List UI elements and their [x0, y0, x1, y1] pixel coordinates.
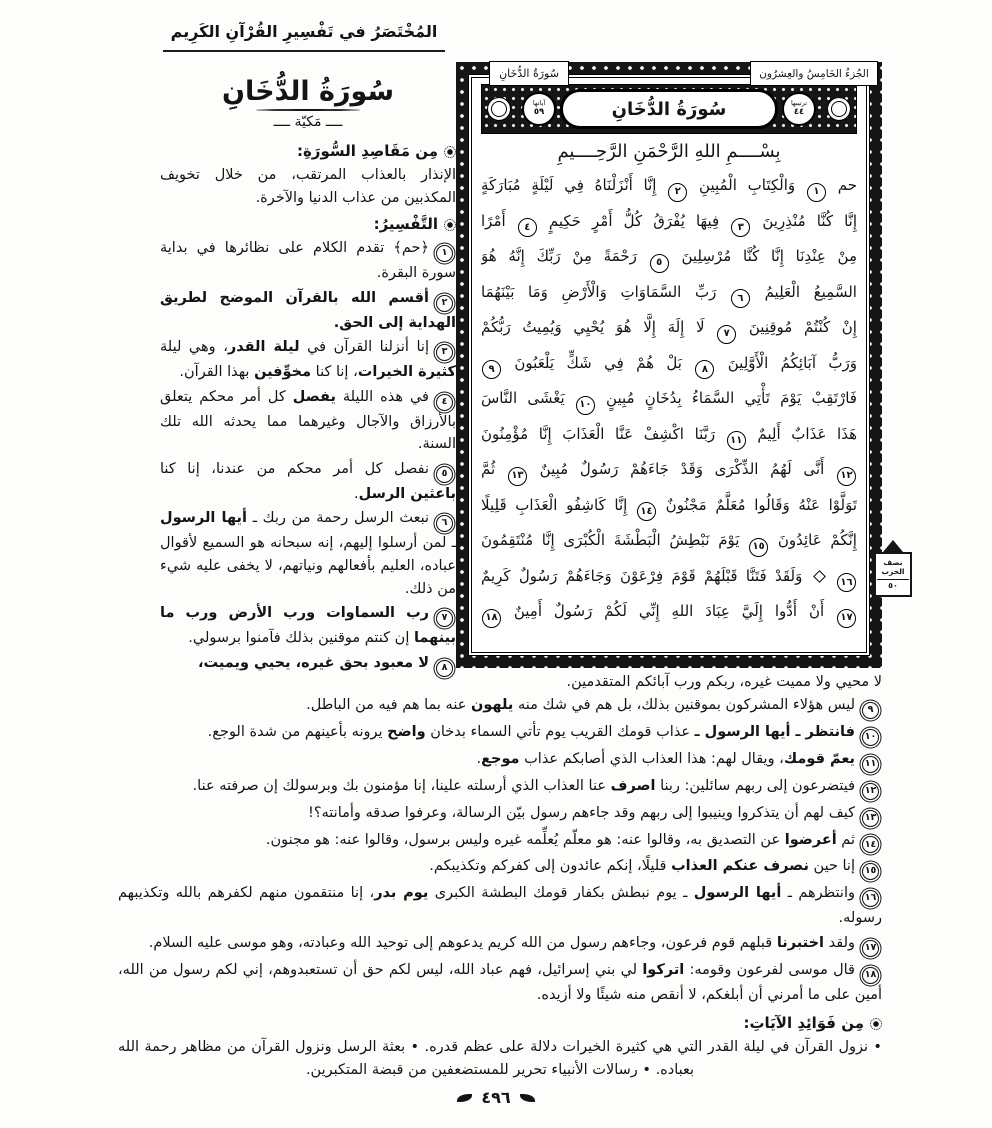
quran-line	[481, 523, 857, 559]
frame-border	[468, 74, 870, 656]
tafsir-item	[160, 458, 456, 506]
verse-number-badge: ٩	[862, 702, 879, 719]
quran-line	[481, 204, 857, 240]
tafsir-item	[160, 237, 456, 285]
quran-text: يَوْمَ نَبْطِشُ الْبَطْشَةَ الْكُبْرَى إِنَّا مُنْتَقِمُونَ	[481, 531, 740, 549]
ayah-number-badge: ٨	[695, 360, 714, 379]
tafsir-item	[118, 829, 882, 854]
rosette-icon	[870, 1018, 882, 1030]
frame-tab-surah: سُورَةُ الدُّخَانِ	[489, 61, 569, 86]
mushaf-page	[471, 77, 867, 653]
benefits-heading	[118, 1014, 882, 1032]
ayah-number-badge: ١٨	[482, 609, 501, 628]
verse-number-badge: ٤	[436, 394, 453, 411]
flourish-icon	[457, 1094, 472, 1102]
quran-line	[481, 239, 857, 275]
ayah-number-badge: ٧	[717, 325, 736, 344]
ayat-count-medallion	[522, 92, 556, 126]
tafsir-items	[160, 237, 456, 676]
tafsir-item-text: نبعث الرسل رحمة من ربك ـ أيها الرسول ـ لمن أرسلوا إليهم، إنه سبحانه هو السميع لأقوال عباده، العليم بأفعالهم ونياتهم، لا يخفى عليه شيء من ذلك.	[160, 510, 456, 597]
verse-number-badge: ٣	[436, 344, 453, 361]
ayat-count-value: ٥٩	[533, 106, 545, 117]
surah-order-value: ٤٤	[793, 106, 805, 117]
verse-number-badge: ٧	[436, 610, 453, 627]
tafsir-item	[160, 602, 456, 650]
quran-line	[481, 488, 857, 524]
verse-number-badge: ١٥	[862, 863, 879, 880]
quran-text: بَلْ هُمْ فِي شَكٍّ يَلْعَبُونَ	[514, 353, 682, 372]
quran-text: لَا إِلَهَ إِلَّا هُوَ يُحْيِي وَيُمِيتُ رَبُّكُمْ	[481, 318, 705, 336]
purposes-text: الإنذار بالعذاب المرتقب، من خلال تخويف المكذبين من عذاب الدنيا والآخرة.	[160, 167, 456, 206]
verse-number-badge: ١٣	[862, 810, 879, 827]
quran-line	[481, 346, 857, 382]
tafsir-item-text: فيتضرعون إلى ربهم سائلين: ربنا اصرف عنا العذاب الذي أرسلته علينا، إنا مؤمنون بك وبرسولك إن صرفته عنا.	[192, 777, 855, 794]
tafsir-item-text: أقسم الله بالقرآن الموضح لطريق الهداية إلى الحق.	[160, 289, 456, 331]
quran-text: مِنْ عِنْدِنَا إِنَّا كُنَّا مُرْسِلِينَ	[681, 247, 857, 265]
tafsir-item-text: فانتظر ـ أيها الرسول ـ عذاب قومك القريب يوم تأتي السماء بدخان واضح يرونه بأعينهم من شدة الوجع.	[207, 723, 855, 740]
verse-number-badge: ١١	[862, 756, 879, 773]
tafsir-item-text: ﴿حم﴾ تقدم الكلام على نظائرها في بداية سورة البقرة.	[160, 240, 456, 282]
quran-text: وَلَقَدْ فَتَنَّا قَبْلَهُمْ قَوْمَ فِرْعَوْنَ وَجَاءَهُمْ رَسُولٌ كَرِيمٌ	[481, 566, 803, 585]
verse-number-badge: ١٠	[862, 729, 879, 746]
verse-number-badge: ١٢	[862, 783, 879, 800]
quran-text: أَنْ أَدُّوا إِلَيَّ عِبَادَ اللهِ إِنِّي لَكُمْ رَسُولٌ أَمِينٌ	[513, 602, 825, 620]
ayah-number-badge: ٢	[668, 183, 687, 202]
tafsir-item	[118, 882, 882, 930]
ayah-number-badge: ٤	[518, 218, 537, 237]
benefits-section	[118, 1008, 882, 1081]
tafsir-item	[118, 721, 882, 746]
quran-text: هَذَا عَذَابٌ أَلِيمٌ	[757, 424, 857, 443]
quran-text: إِنَّكُمْ عَائِدُونَ	[777, 531, 857, 549]
benefits-text: • نزول القرآن في ليلة القدر التي هي كثيرة الخيرات دلالة على عظم قدره. • بعثة الرسل ونزول القرآن من مظاهر رحمة الله بعباده. • رسالات الأنبياء تحرير للمستضعفين من قبضة المتكبرين.	[118, 1039, 882, 1078]
hizb-marker-line2: الحزب	[881, 567, 905, 577]
verse-number-badge: ٢	[436, 295, 453, 312]
purposes-heading-label: مِن مَقَاصِدِ السُّورَةِ:	[296, 142, 438, 160]
quran-text: رَبَّنَا اكْشِفْ عَنَّا الْعَذَابَ إِنَّا مُؤْمِنُونَ	[481, 424, 716, 443]
hizb-marker-line1: نصف	[883, 558, 903, 567]
hizb-marker-number: ٥٠	[877, 579, 909, 591]
ayah-number-badge: ١٥	[749, 538, 768, 557]
quran-text: وَالْكِتَابِ الْمُبِينِ	[699, 176, 796, 194]
quran-text: فَارْتَقِبْ يَوْمَ تَأْتِي السَّمَاءُ بِدُخَانٍ مُبِينٍ	[606, 389, 857, 407]
ayah-number-badge: ١٧	[837, 609, 856, 628]
ayah-number-badge: ١٢	[837, 467, 856, 486]
commentary-column	[160, 76, 456, 679]
tafsir-item	[160, 386, 456, 456]
surah-order-medallion	[782, 92, 816, 126]
banner-rosette-icon	[487, 97, 511, 121]
hizb-dome-icon	[883, 540, 903, 552]
quran-text: أَمْرًا	[481, 211, 506, 230]
quran-text: حم	[837, 176, 857, 194]
quran-text: رَحْمَةً مِنْ رَبِّكَ إِنَّهُ هُوَ	[481, 247, 637, 265]
quran-text: يَغْشَى النَّاسَ	[481, 389, 565, 407]
quran-line	[481, 452, 857, 488]
rosette-icon	[444, 219, 456, 231]
tafsir-item-text: كيف لهم أن يتذكروا وينيبوا إلى ربهم وقد جاءهم رسول بيّن الرسالة، وعرفوا صدقه وأمانته؟!	[308, 804, 855, 821]
ayah-number-badge: ١٠	[576, 396, 595, 415]
tafsir-item	[118, 748, 882, 773]
tafsir-item-text: إنا حين نصرف عنكم العذاب قليلًا، إنكم عائدون إلى كفركم وتكذيبكم.	[429, 858, 855, 875]
tafsir-heading	[160, 215, 456, 233]
bottom-commentary	[118, 671, 882, 1009]
verse-number-badge: ١	[436, 245, 453, 262]
hizb-marker	[874, 540, 912, 597]
tafsir-item-text: لا معبود بحق غيره، يحيي ويميت،	[198, 654, 429, 671]
bottom-items	[118, 694, 882, 1007]
hizb-marker-box	[874, 552, 912, 597]
tafsir-item	[118, 959, 882, 1007]
rosette-icon	[444, 146, 456, 158]
quran-line	[481, 559, 857, 595]
ayat-count-label: آياتها	[532, 99, 546, 108]
ayah-number-badge: ٥	[650, 254, 669, 273]
quran-text: رَبِّ السَّمَاوَاتِ وَالْأَرْضِ وَمَا بَيْنَهُمَا	[481, 282, 717, 301]
tafsir-item-text: يعمّ قومك، ويقال لهم: هذا العذاب الذي أصابكم عذاب موجع.	[476, 750, 855, 767]
banner-rosette-icon	[827, 97, 851, 121]
surah-order-label: ترتيبها	[790, 99, 808, 108]
ayah-number-badge: ١١	[727, 431, 746, 450]
purposes-heading	[160, 142, 456, 160]
surah-banner	[481, 84, 857, 134]
quran-text: تَوَلَّوْا عَنْهُ وَقَالُوا مُعَلَّمٌ مَجْنُونٌ	[665, 495, 857, 514]
mushaf-frame	[456, 62, 882, 668]
verse-number-badge: ١٦	[862, 890, 879, 907]
surah-type: ــــ مَكيّة ــــ	[273, 114, 343, 130]
ayah-number-badge: ١	[807, 183, 826, 202]
verse-number-badge: ١٤	[862, 836, 879, 853]
verse-number-badge: ٥	[436, 466, 453, 483]
tafsir-item	[160, 507, 456, 600]
quran-line	[481, 381, 857, 417]
ayah-number-badge: ١٦	[837, 573, 856, 592]
ayah-number-badge: ٦	[731, 289, 750, 308]
continuation-text: لا محيي ولا مميت غيره، ربكم ورب آبائكم المتقدمين.	[566, 674, 882, 690]
quran-text-block	[481, 168, 857, 630]
tafsir-heading-label: التَّفْسِيرُ:	[373, 215, 438, 234]
quran-line	[481, 168, 857, 204]
quran-line	[481, 310, 857, 346]
tafsir-item	[118, 932, 882, 957]
tafsir-item-text: نفصل كل أمر محكم من عندنا، إنا كنا باعثين الرسل.	[160, 460, 456, 502]
tafsir-item	[160, 336, 456, 384]
tafsir-item	[160, 287, 456, 335]
ayah-number-badge: ١٣	[508, 467, 527, 486]
tafsir-item-text: وانتظرهم ـ أيها الرسول ـ يوم نبطش بكفار قومك البطشة الكبرى يوم بدر، إنا منتقمون منهم لكفرهم بالله وتكذيبهم رسوله.	[118, 885, 882, 927]
verse-number-badge: ٦	[436, 515, 453, 532]
surah-banner-title: سُورَةُ الدُّخَانِ	[560, 89, 778, 129]
tafsir-item	[118, 855, 882, 880]
quran-text: إِنَّا كُنَّا مُنْذِرِينَ	[762, 211, 857, 230]
ayah-number-badge: ١٤	[637, 502, 656, 521]
basmala: بِسْــــمِ اللهِ الرَّحْمَنِ الرَّحِــــيمِ	[557, 141, 781, 162]
quran-text: إِنْ كُنْتُمْ مُوقِنِينَ	[748, 318, 857, 336]
tafsir-item-text: رب السماوات ورب الأرض ورب ما بينهما إن كنتم موقنين بذلك فآمنوا برسولي.	[160, 605, 456, 647]
tafsir-item-text: إنا أنزلنا القرآن في ليلة القدر، وهي ليلة كثيرة الخيرات، إنا كنا مخوِّفين بهذا القرآن.	[160, 339, 456, 381]
quran-text: ثُمَّ	[481, 460, 496, 478]
tafsir-item-text: ولقد اختبرنا قبلهم قوم فرعون، وجاءهم رسول من الله كريم يدعوهم إلى توحيد الله وعبادته، وهو موسى عليه السلام.	[148, 935, 855, 952]
quran-text: أَنَّى لَهُمُ الذِّكْرَى وَقَدْ جَاءَهُمْ رَسُولٌ مُبِينٌ	[539, 460, 825, 478]
rub-el-hizb-icon	[813, 570, 826, 583]
page-number-row	[0, 1088, 992, 1107]
verse-number-badge: ٨	[436, 660, 453, 677]
verse-number-badge: ١٨	[862, 967, 879, 984]
tafsir-item-text: ثم أعرضوا عن التصديق به، وقالوا عنه: هو معلّم يُعلِّمه غيره وليس برسول، وقالوا عنه: هو مجنون.	[265, 831, 855, 848]
ayah-number-badge: ٣	[731, 218, 750, 237]
frame-tab-juz: الجُزءُ الخَامِسُ والعِشرُون	[750, 61, 878, 86]
quran-text: فِيهَا يُفْرَقُ كُلُّ أَمْرٍ حَكِيمٍ	[548, 211, 720, 230]
ayah-number-badge: ٩	[482, 360, 501, 379]
tafsir-item-text: قال موسى لفرعون وقومه: اتركوا لي بني إسرائيل، فهم عباد الله، ليس لكم حق أن تستعبدوهم، إني لكم رسول من الله، أمين على ما أمرني أن أبلغكم، لا أنقص منه شيئًا ولا أزيده.	[118, 962, 882, 1004]
flourish-icon	[520, 1094, 535, 1102]
tafsir-item-text: في هذه الليلة يفصل كل أمر محكم يتعلق بالأرزاق والآجال وغيرهما مما يحدثه الله تلك السنة.	[160, 388, 456, 453]
verse-number-badge: ١٧	[862, 940, 879, 957]
book-title: المُخْتَصَرُ في تَفْسِيرِ القُرْآنِ الكَرِيم	[163, 22, 445, 52]
surah-title: سُورَةُ الدُّخَانِ	[222, 76, 394, 107]
page-number: ٤٩٦	[481, 1088, 511, 1107]
tafsir-item	[118, 694, 882, 719]
quran-text: إِنَّا أَنْزَلْنَاهُ فِي لَيْلَةٍ مُبَارَكَةٍ	[481, 176, 657, 194]
quran-line	[481, 275, 857, 311]
quran-text: وَرَبُّ آبَائِكُمُ الْأَوَّلِينَ	[727, 353, 857, 372]
quran-text: السَّمِيعُ الْعَلِيمُ	[764, 282, 857, 301]
quran-line	[481, 417, 857, 453]
quran-line	[481, 594, 857, 630]
tafsir-item	[118, 802, 882, 827]
benefits-heading-label: مِن فَوَائِدِ الآيَاتِ:	[743, 1014, 864, 1032]
title-flourish	[256, 109, 360, 111]
tafsir-item	[118, 775, 882, 800]
quran-text: إِنَّا كَاشِفُو الْعَذَابِ قَلِيلًا	[481, 495, 628, 514]
tafsir-item-text: ليس هؤلاء المشركون بموقنين بذلك، بل هم في شك منه يلهون عنه بما هم فيه من الباطل.	[306, 696, 855, 713]
